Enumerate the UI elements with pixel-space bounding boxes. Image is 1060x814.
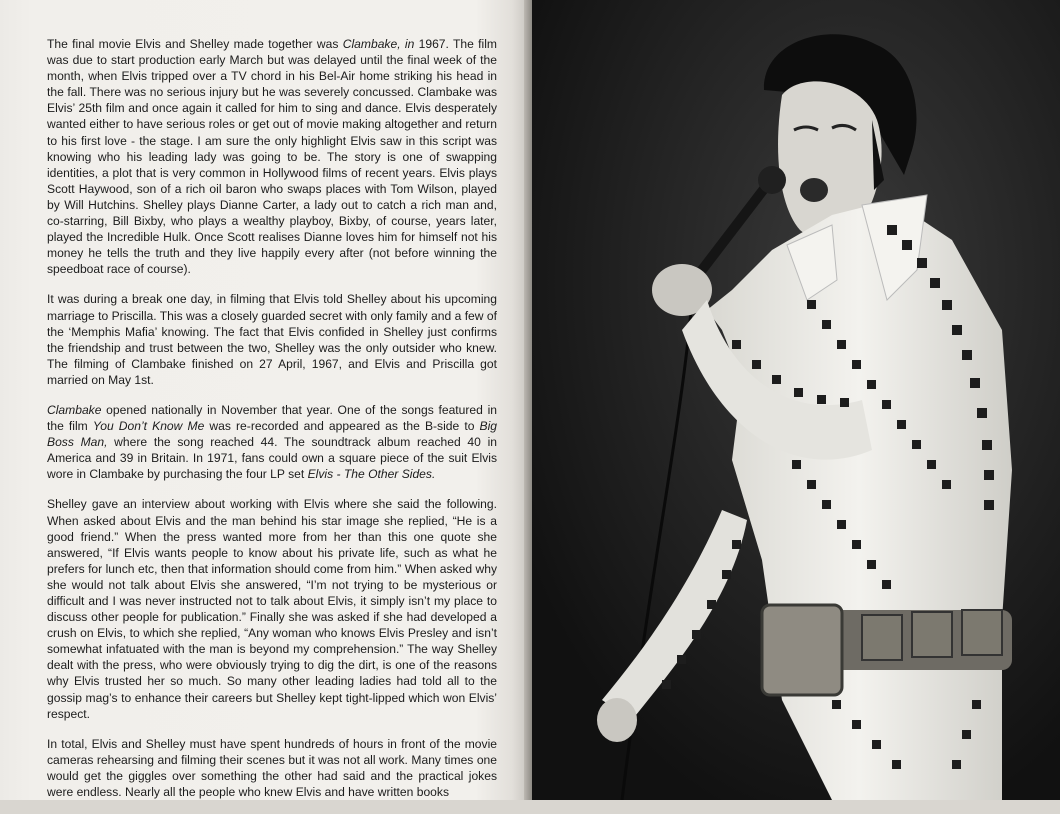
italic-title: You Don’t Know Me [92, 419, 205, 434]
left-page [0, 0, 528, 800]
belt-buckle [762, 605, 842, 695]
paragraph [47, 496, 497, 721]
text-segment: 1967. The film was due to start production early March but was delayed until the final week of the month, when Elvis tripped over a TV chord in his Bel-Air home striking his head in the fall. There was no serious injury but he was severely concussed. Clambake was Elvis’ 25th film and once again it called for him to sing and dance. Elvis desperately wanted either to have serious roles or get out of movie making altogether and return to his first love - the stage. I am sure the only highlight Elvis saw in this script was knowing who his leading lady was going to be. The story is one of swapping identities, a plot that is very common in Hollywood films of recent years. Elvis plays Scott Haywood, son of a rich oil baron who swaps places with Tom Wilson, played by Will Hutchins. Shelley plays Dianne Carter, a lady out to catch a rich man and, co-starring, Bill Bixby, who plays a wealthy playboy, Bixby, of course, years later, played the Incredible Hulk. Once Scott realises Dianne loves him for himself not his money he tells the truth and they live happily every after (not before winning the speedboat race of course). [47, 37, 497, 277]
paragraph [47, 36, 497, 277]
italic-title: Big Boss Man, [47, 419, 498, 450]
page-gutter [524, 0, 532, 800]
italic-title: Clambake [47, 402, 102, 417]
paragraph [47, 291, 497, 388]
text-segment: The final movie Elvis and Shelley made together was [47, 37, 343, 51]
text-segment: opened nationally in November that year. One of the songs featured in the film [47, 402, 497, 434]
text-segment: It was during a break one day, in filming that Elvis told Shelley about his upcoming marriage to Priscilla. This was a closely guarded secret with only family and a few of the ‘Memphis Mafia’ knowing. The fact that Elvis confided in Shelley just confirms the friendship and trust between the two, Shelley was the only outsider who knew. The filming of Clambake finished on 27 April, 1967, and Elvis and Priscilla got married on May 1st. [47, 292, 497, 387]
performer-photo [532, 0, 1060, 800]
paragraph [47, 402, 497, 482]
text-segment: In total, Elvis and Shelley must have spent hundreds of hours in front of the movie cameras rehearsing and filming their scenes but it was not all work. Many times one would get the giggles over something the other had said and the practical jokes were endless. Nearly all the people who knew Elvis and have written books [47, 736, 497, 800]
paragraph [47, 736, 497, 800]
text-segment: was re-recorded and appeared as the B-side to [204, 419, 480, 434]
text-segment: Shelley gave an interview about working with Elvis where she said the following. When asked about Elvis and the man behind his star image she replied, “He is a good friend.” When the press wanted more from her than this one quote she answered, “If Elvis wants people to know about his private life, such as what he prefers for lunch etc, then that information should come from him.” When asked why she would not talk about Elvis she answered, “I’m not trying to be mysterious or difficult and I was never instructed not to talk about Elvis, it simply isn’t my place to discuss other people for publication.” Finally she was asked if she had developed a crush on Elvis, to which she replied, “Any woman who knows Elvis Presley and isn’t somewhat infatuated with the man is beyond my comprehension.” The way Shelley dealt with the press, who were obviously trying to dig the dirt, is one of the reasons why Elvis trusted her so much. So many other leading ladies had told all to the gossip mag’s to enhance their careers but Shelley kept tight-lipped which won Elvis’ respect. [47, 497, 497, 721]
article-text [47, 36, 497, 814]
italic-title: Elvis - The Other Sides. [307, 467, 436, 482]
right-page-photo [532, 0, 1060, 800]
text-segment: where the song reached 44. The soundtrack album reached 40 in America and 39 in Britain. In 1971, fans could own a square piece of the suit Elvis wore in Clambake by purchasing the four LP set [47, 435, 497, 482]
italic-title: Clambake, in [342, 37, 415, 51]
